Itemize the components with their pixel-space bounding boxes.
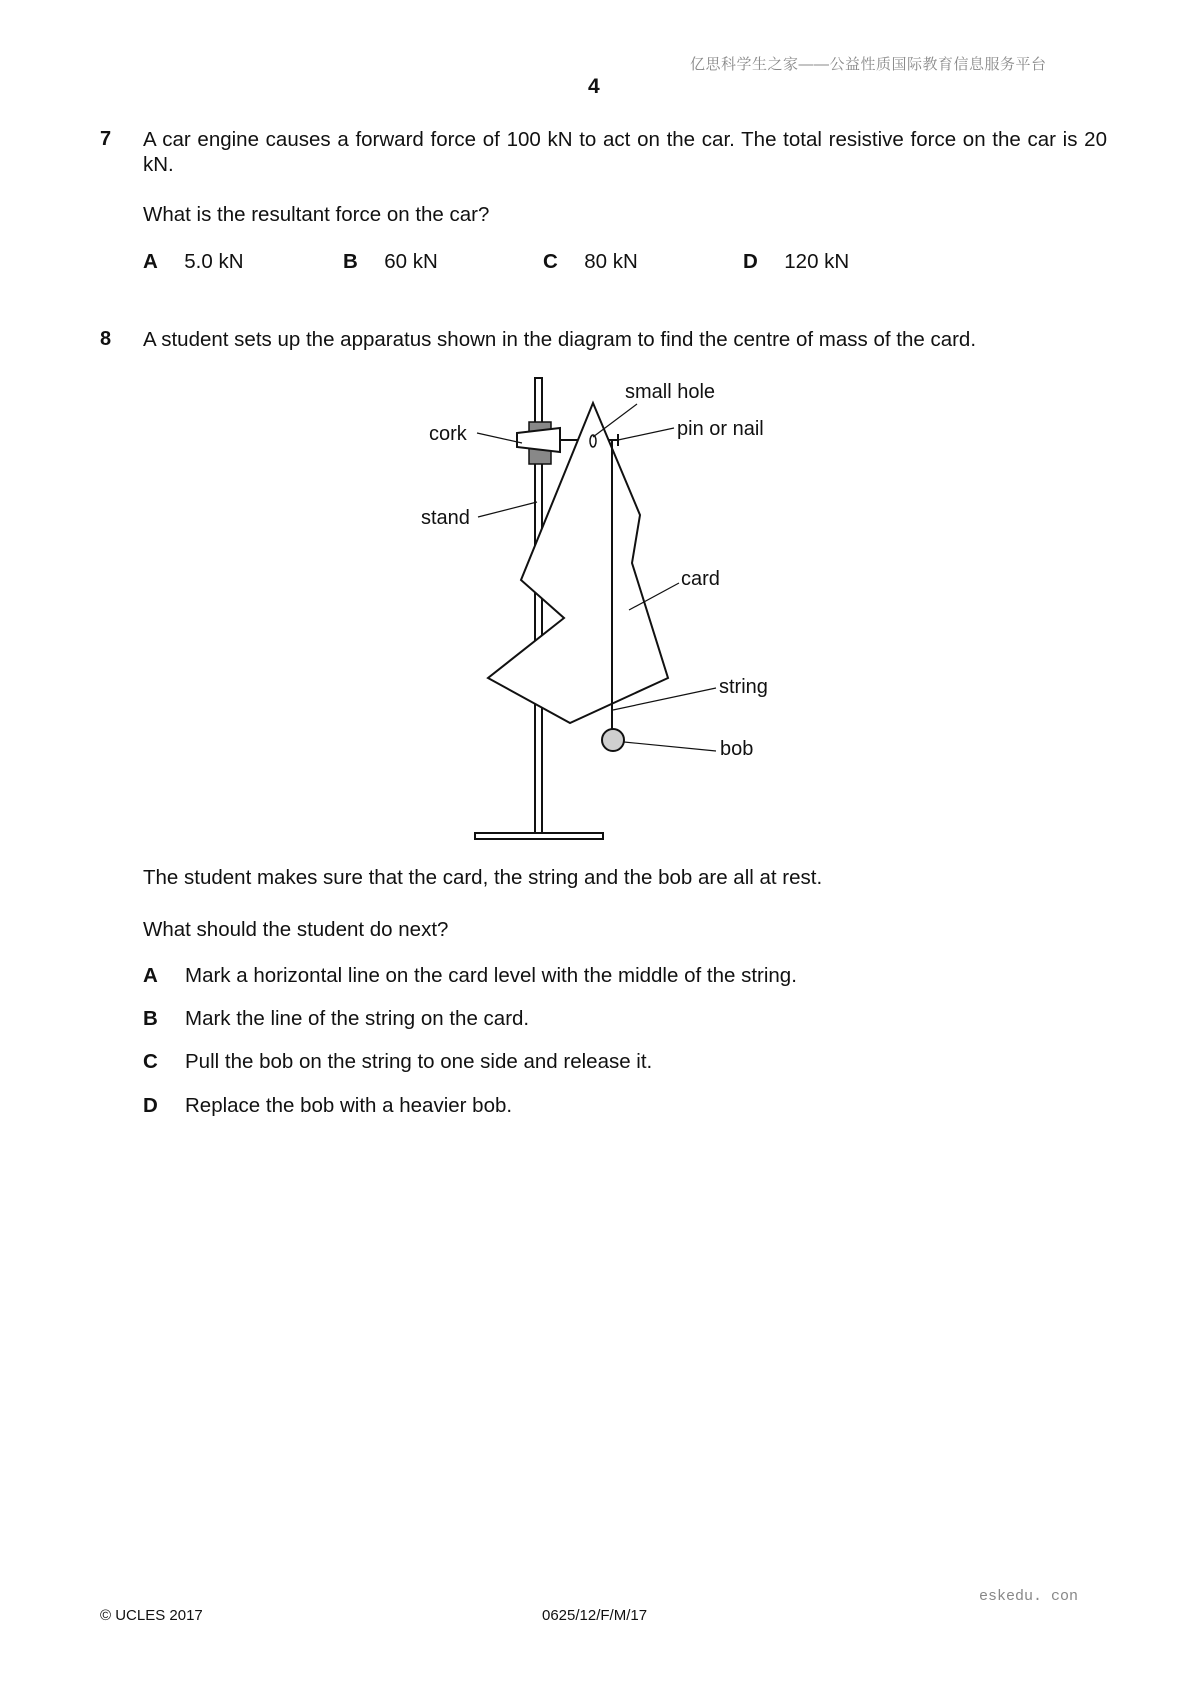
label-stand: stand bbox=[421, 507, 470, 529]
option-letter: D bbox=[743, 250, 758, 273]
footer-copyright: © UCLES 2017 bbox=[100, 1607, 203, 1624]
page-number: 4 bbox=[588, 75, 600, 98]
option-text: 5.0 kN bbox=[184, 250, 244, 273]
q7-option-b[interactable] bbox=[343, 250, 438, 274]
bob-leader bbox=[624, 742, 716, 751]
pin-leader bbox=[618, 428, 674, 440]
cork bbox=[517, 428, 560, 452]
centre-of-mass-apparatus-diagram bbox=[420, 375, 800, 845]
footer-watermark: eskedu. con bbox=[979, 1588, 1079, 1605]
option-letter: B bbox=[143, 1007, 158, 1030]
footer-code: 0625/12/F/M/17 bbox=[542, 1607, 648, 1624]
q7-option-a[interactable] bbox=[143, 250, 244, 274]
label-bob: bob bbox=[720, 738, 754, 760]
option-letter: B bbox=[343, 250, 358, 273]
option-text: 120 kN bbox=[784, 250, 850, 273]
bob bbox=[602, 729, 624, 751]
q8-number: 8 bbox=[100, 328, 112, 350]
option-text: 80 kN bbox=[584, 250, 638, 273]
q8-option-c[interactable] bbox=[143, 1050, 652, 1074]
q7-option-c[interactable] bbox=[543, 250, 638, 274]
option-letter: C bbox=[143, 1050, 158, 1073]
cork-leader bbox=[477, 433, 522, 443]
label-pin-or-nail: pin or nail bbox=[677, 418, 764, 440]
q8-option-b[interactable] bbox=[143, 1007, 529, 1031]
option-text: Mark a horizontal line on the card level with the middle of the string. bbox=[185, 964, 797, 987]
option-letter: A bbox=[143, 250, 158, 273]
q8-option-d[interactable] bbox=[143, 1094, 512, 1118]
label-small-hole: small hole bbox=[625, 381, 716, 403]
q8-question: What should the student do next? bbox=[143, 918, 449, 941]
card bbox=[488, 403, 668, 723]
option-letter: A bbox=[143, 964, 158, 987]
label-card: card bbox=[681, 568, 720, 590]
stand-leader bbox=[478, 502, 537, 517]
header-watermark: 亿思科学生之家——公益性质国际教育信息服务平台 bbox=[690, 56, 1047, 73]
q8-stem: A student sets up the apparatus shown in the diagram to find the centre of mass of the card. bbox=[143, 328, 977, 351]
q7-question: What is the resultant force on the car? bbox=[143, 203, 490, 226]
option-text: Replace the bob with a heavier bob. bbox=[185, 1094, 513, 1117]
label-string: string bbox=[719, 676, 768, 698]
option-letter: D bbox=[143, 1094, 158, 1117]
q8-option-a[interactable] bbox=[143, 964, 797, 988]
q7-number: 7 bbox=[100, 128, 112, 150]
option-text: 60 kN bbox=[384, 250, 438, 273]
option-text: Mark the line of the string on the card. bbox=[185, 1007, 530, 1030]
q8-statement: The student makes sure that the card, the string and the bob are all at rest. bbox=[143, 866, 823, 889]
option-text: Pull the bob on the string to one side and release it. bbox=[185, 1050, 653, 1073]
option-letter: C bbox=[543, 250, 558, 273]
q7-option-d[interactable] bbox=[743, 250, 849, 274]
label-cork: cork bbox=[429, 423, 467, 445]
q7-stem: A car engine causes a forward force of 100 kN to act on the car. The total resistive force on the car is 20 kN. bbox=[143, 128, 1107, 176]
